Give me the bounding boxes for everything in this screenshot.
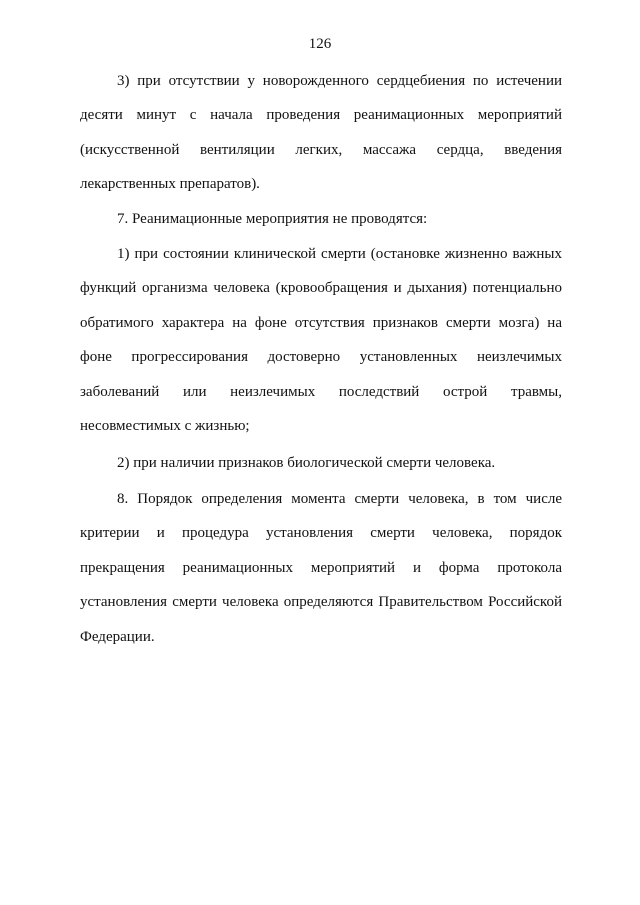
paragraph-clinical-death: 1) при состоянии клинической смерти (остановке жизненно важных функций организма человека (кровообращения и дыхания) потенциально обратимого характера на фоне отсутствия признаков смерти мозга) на фоне прогрессирования достоверно установленных неизлечимых заболеваний или неизлечимых последствий острой травмы, несовместимых с жизнью; — [80, 246, 562, 435]
paragraph-newborn-heartbeat: 3) при отсутствии у новорожденного сердцебиения по истечении десяти минут с начала проведения реанимационных мероприятий (искусственной вентиляции легких, массажа сердца, введения лекарственных препаратов). — [80, 73, 562, 193]
paragraph-biological-death: 2) при наличии признаков биологической смерти человека. — [117, 455, 496, 471]
paragraph-section-7: 7. Реанимационные мероприятия не проводятся: — [117, 211, 428, 227]
paragraph-section-8: 8. Порядок определения момента смерти человека, в том числе критерии и процедура установления смерти человека, порядок прекращения реанимационных мероприятий и форма протокола установления смерти человека определяются Правительством Российской Федерации. — [80, 491, 562, 645]
page-number: 126 — [308, 36, 332, 52]
